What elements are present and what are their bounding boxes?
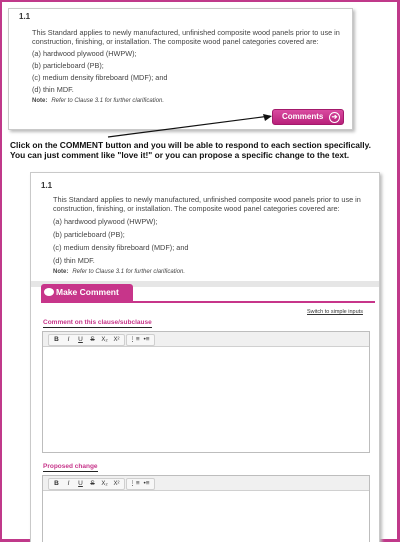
list-item: (a) hardwood plywood (HWPW); bbox=[53, 217, 158, 226]
list-group bbox=[126, 334, 155, 346]
underline-button[interactable]: U bbox=[78, 480, 83, 487]
switch-to-simple-inputs-link[interactable]: Switch to simple inputs bbox=[307, 309, 363, 315]
clause-number: 1.1 bbox=[19, 12, 31, 21]
clause-note bbox=[32, 98, 344, 104]
format-group bbox=[48, 478, 125, 490]
comment-form-screenshot bbox=[30, 172, 380, 542]
note-text: Refer to Clause 3.1 for further clarification. bbox=[72, 269, 186, 275]
tab-make-comment[interactable] bbox=[41, 284, 133, 301]
list-group bbox=[126, 478, 155, 490]
list-item: (d) thin MDF. bbox=[53, 256, 95, 265]
bold-button[interactable]: B bbox=[54, 336, 59, 343]
bold-button[interactable]: B bbox=[54, 480, 59, 487]
underline-button[interactable]: U bbox=[78, 336, 83, 343]
bullet-list-icon[interactable]: •≡ bbox=[143, 336, 150, 343]
instruction-line: You can just comment like "love it!" or you can propose a specific change to the text. bbox=[10, 150, 350, 160]
clause-text: This Standard applies to newly manufactured, unfinished composite wood panels prior to use in construction, finishing, or installation. The composite wood panel categories covered are: bbox=[32, 28, 340, 46]
comment-editor[interactable] bbox=[42, 331, 370, 453]
note-label: Note: bbox=[53, 269, 69, 275]
editor-toolbar bbox=[43, 476, 369, 491]
ordered-list-icon[interactable]: ⋮≡ bbox=[129, 336, 140, 343]
superscript-button[interactable]: X² bbox=[113, 481, 120, 487]
pointer-arrow-icon bbox=[100, 112, 280, 142]
tab-underline bbox=[41, 301, 375, 303]
strikethrough-button[interactable]: S bbox=[90, 480, 95, 487]
comment-label: Comment on this clause/subclause bbox=[43, 319, 152, 326]
proposed-change-text-area[interactable] bbox=[43, 491, 369, 542]
clause-content bbox=[53, 191, 373, 279]
speech-bubble-icon bbox=[44, 288, 54, 296]
list-item: (a) hardwood plywood (HWPW); bbox=[32, 49, 137, 58]
strikethrough-button[interactable]: S bbox=[90, 336, 95, 343]
clause-text: This Standard applies to newly manufactured, unfinished composite wood panels prior to use in construction, finishing, or installation. The composite wood panel categories covered are: bbox=[53, 195, 361, 213]
arrow-right-icon: ➔ bbox=[329, 112, 340, 123]
subscript-button[interactable]: X₂ bbox=[101, 481, 108, 487]
list-item: (b) particleboard (PB); bbox=[32, 61, 104, 70]
format-group bbox=[48, 334, 125, 346]
comment-text-area[interactable] bbox=[43, 347, 369, 452]
proposed-change-label: Proposed change bbox=[43, 463, 98, 470]
comments-button-label: Comments bbox=[282, 112, 324, 121]
note-text: Refer to Clause 3.1 for further clarification. bbox=[51, 98, 165, 104]
clause-note bbox=[53, 269, 373, 275]
italic-button[interactable]: I bbox=[67, 336, 70, 343]
proposed-change-editor[interactable] bbox=[42, 475, 370, 542]
clause-number: 1.1 bbox=[41, 181, 53, 190]
instructions-text bbox=[10, 140, 395, 160]
italic-button[interactable]: I bbox=[67, 480, 70, 487]
list-item: (b) particleboard (PB); bbox=[53, 230, 125, 239]
superscript-button[interactable]: X² bbox=[113, 337, 120, 343]
list-item: (c) medium density fibreboard (MDF); and bbox=[53, 243, 189, 252]
instruction-line: Click on the COMMENT button and you will be able to respond to each section specifically. bbox=[10, 140, 371, 150]
tab-label: Make Comment bbox=[56, 287, 119, 297]
ordered-list-icon[interactable]: ⋮≡ bbox=[129, 480, 140, 487]
bullet-list-icon[interactable]: •≡ bbox=[143, 480, 150, 487]
list-item: (d) thin MDF. bbox=[32, 85, 74, 94]
note-label: Note: bbox=[32, 98, 48, 104]
comments-button[interactable] bbox=[272, 109, 344, 125]
list-item: (c) medium density fibreboard (MDF); and bbox=[32, 73, 168, 82]
editor-toolbar bbox=[43, 332, 369, 347]
subscript-button[interactable]: X₂ bbox=[101, 337, 108, 343]
